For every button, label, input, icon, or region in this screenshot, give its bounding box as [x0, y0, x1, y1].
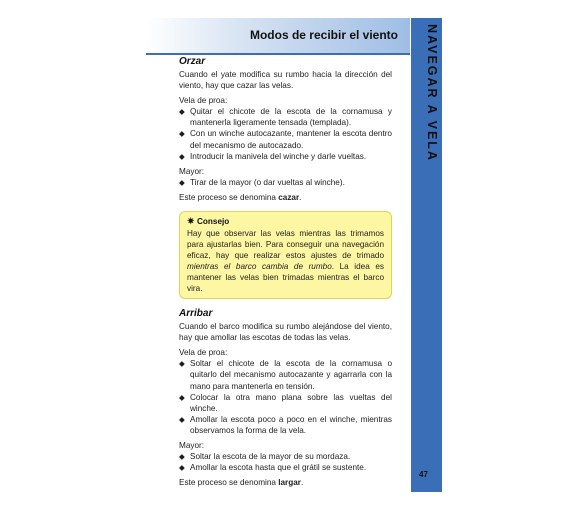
arribar-foresail-label: Vela de proa: — [179, 348, 228, 358]
body-column — [179, 55, 392, 488]
list-item: ◆ Soltar la escota de la mayor de su mordaza. — [179, 451, 392, 462]
orzar-foresail-label: Vela de proa: — [179, 96, 228, 106]
chapter-title: NAVEGAR A VELA — [425, 24, 439, 162]
list-item: ◆ Colocar la otra mano plana sobre las vueltas del winche. — [179, 392, 392, 414]
orzar-closing — [179, 192, 392, 203]
closing-period: . — [299, 192, 302, 202]
list-item: ◆ Soltar el chicote de la escota de la cornamusa o quitarlo del mecanismo autocazante y agarrarla con la mano para mantenerla en tensión. — [179, 358, 392, 391]
closing-period: . — [300, 478, 304, 488]
page-number: 47 — [419, 470, 428, 479]
arribar-main-label: Mayor: — [179, 440, 205, 450]
list-item: ◆ Quitar el chicote de la escota de la cornamusa y mantenerla ligeramente tensada (templada). — [179, 106, 392, 128]
tip-box — [179, 211, 392, 299]
tip-text-part: Hay que observar las velas mientras las trimamos para ajustarlas bien. Para conseguir una navegación eficaz, hay que realizar estos ajustes de trimado — [187, 229, 384, 261]
heading-orzar: Orzar — [179, 56, 206, 67]
arribar-main-list — [179, 451, 392, 473]
orzar-main-list — [179, 177, 392, 188]
orzar-foresail-list — [179, 106, 392, 161]
arribar-closing — [179, 477, 392, 488]
arribar-intro: Cuando el barco modifica su rumbo alejándose del viento, hay que amollar las escotas de todas las velas. — [179, 322, 392, 343]
sun-icon: ✷ — [187, 216, 195, 227]
tip-header — [187, 215, 384, 228]
closing-term: largar — [278, 478, 301, 488]
orzar-main-label: Mayor: — [179, 166, 205, 176]
list-item: ◆ Amollar la escota poco a poco en el winche, mientras observamos la forma de la vela. — [179, 414, 392, 436]
arribar-foresail-list — [179, 358, 392, 436]
heading-arribar: Arribar — [179, 308, 213, 320]
chapter-header-bar — [146, 18, 410, 55]
tip-text-italic: mientras el barco cambia de rumbo — [187, 262, 332, 272]
tip-text-part: . La idea es mantener las velas bien trimadas mientras el barco vira. — [187, 262, 384, 294]
orzar-intro: Cuando el yate modifica su rumbo hacia la dirección del viento, hay que cazar las velas. — [179, 70, 392, 91]
tip-title: Consejo — [197, 217, 230, 227]
closing-text: Este proceso se denomina — [179, 192, 279, 202]
list-item: ◆ Introducir la manivela del winche y darle vueltas. — [179, 151, 392, 162]
list-item: ◆ Amollar la escota hasta que el grátil se sustente. — [179, 462, 392, 473]
closing-text: Este proceso se denomina — [179, 478, 279, 488]
closing-term: cazar — [278, 192, 300, 202]
list-item: ◆ Tirar de la mayor (o dar vueltas al winche). — [179, 177, 392, 188]
tip-text — [187, 228, 384, 294]
list-item: ◆ Con un winche autocazante, mantener la escota dentro del mecanismo de autocazado. — [179, 128, 392, 150]
section-title: Modos de recibir el viento — [249, 28, 398, 42]
